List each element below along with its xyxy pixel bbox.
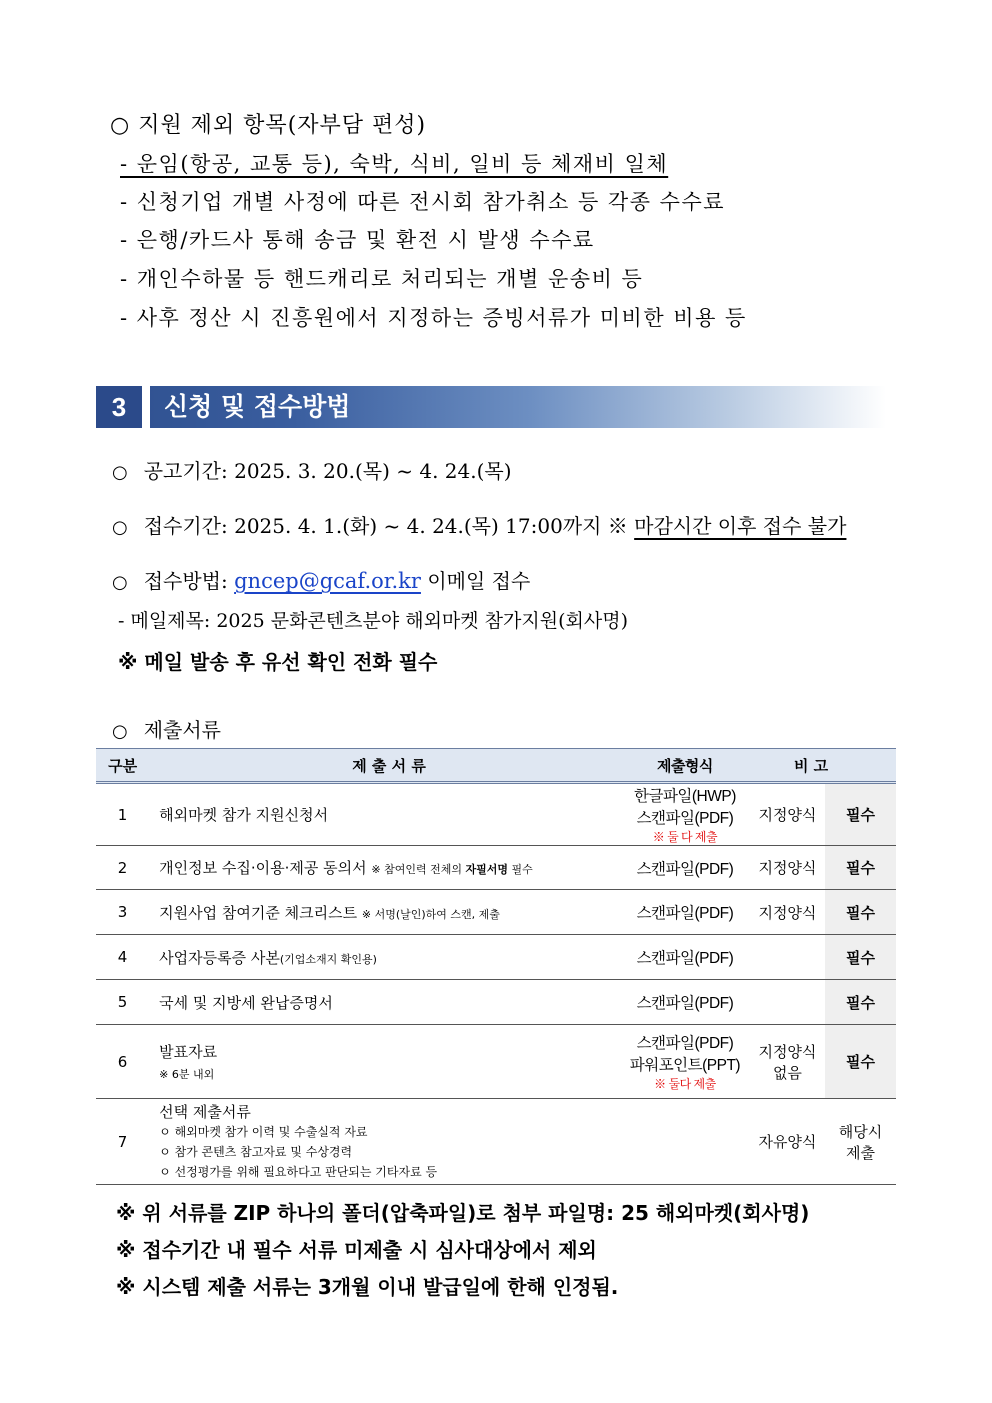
col-header-doc: 제 출 서 류 — [149, 749, 620, 783]
receipt-period — [112, 510, 846, 539]
doc-title: 지원사업 참여기준 체크리스트 — [159, 903, 358, 922]
doc-note: 필수 — [508, 863, 533, 876]
form-line: 파워포인트(PPT) — [629, 1057, 741, 1074]
doc-title: 개인정보 수집·이용·제공 동의서 — [159, 859, 367, 877]
footer-note: ※ 접수기간 내 필수 서류 미제출 시 심사대상에서 제외 — [116, 1238, 597, 1262]
row-form: 스캔파일(PDF) — [620, 846, 750, 890]
email-link[interactable]: gncep@gcaf.or.kr — [234, 569, 421, 593]
call-note: ※ 메일 발송 후 유선 확인 전화 필수 — [118, 650, 438, 674]
doc-note: ※ 참여인력 전체의 — [371, 863, 466, 876]
remark-line: 지정양식 — [758, 1042, 817, 1061]
doc-note-bold: 자필서명 — [465, 863, 508, 876]
row-remark — [750, 1025, 825, 1099]
row-no: 1 — [96, 783, 149, 846]
row-remark: 지정양식 — [750, 846, 825, 890]
method-label: 접수방법: — [143, 569, 228, 593]
table-header-row — [96, 749, 896, 783]
form-line: 스캔파일(PDF) — [636, 1035, 734, 1052]
row-no: 7 — [96, 1099, 149, 1185]
row-form: 스캔파일(PDF) — [620, 890, 750, 935]
row-form: 스캔파일(PDF) — [620, 935, 750, 980]
form-note: ※ 둘 다 제출 — [652, 830, 718, 844]
row-form — [620, 1099, 750, 1185]
col-header-no: 구분 — [96, 749, 149, 783]
table-row — [96, 935, 896, 980]
doc-note: ※ 6분 내외 — [159, 1068, 215, 1081]
sub-item: ㅇ 참가 콘텐츠 참고자료 및 수상경력 — [159, 1145, 353, 1159]
row-no: 3 — [96, 890, 149, 935]
row-required: 필수 — [825, 783, 896, 846]
exclusion-item: - 은행/카드사 통해 송금 및 환전 시 발생 수수료 — [120, 228, 595, 252]
row-doc — [149, 846, 620, 890]
docs-heading — [112, 714, 221, 743]
bullet: ○ — [112, 462, 128, 483]
doc-title: 선택 제출서류 — [159, 1103, 251, 1121]
form-note: ※ 둘다 제출 — [654, 1077, 716, 1091]
row-remark — [750, 980, 825, 1025]
col-header-form: 제출형식 — [620, 749, 750, 783]
req-line: 해당시 — [838, 1122, 883, 1141]
req-line: 제출 — [845, 1143, 875, 1162]
sub-item: ㅇ 선정평가를 위해 필요하다고 판단되는 기타자료 등 — [159, 1165, 438, 1179]
exclusion-item: - 신청기업 개별 사정에 따른 전시회 참가취소 등 각종 수수료 — [120, 190, 726, 214]
row-required: 필수 — [825, 1025, 896, 1099]
row-remark: 지정양식 — [750, 890, 825, 935]
bullet: ○ — [112, 572, 128, 593]
row-required: 필수 — [825, 935, 896, 980]
receipt-period-text: 접수기간: 2025. 4. 1.(화) ~ 4. 24.(목) 17:00까지 ※ — [143, 514, 628, 538]
table-row — [96, 980, 896, 1025]
row-no: 6 — [96, 1025, 149, 1099]
table-row — [96, 1099, 896, 1185]
row-remark: 자유양식 — [750, 1099, 825, 1185]
row-remark — [750, 935, 825, 980]
deadline-note: 마감시간 이후 접수 불가 — [634, 514, 847, 538]
doc-note: (기업소재지 확인용) — [279, 952, 377, 966]
row-form: 스캔파일(PDF) — [620, 980, 750, 1025]
row-no: 4 — [96, 935, 149, 980]
section-number: 3 — [96, 386, 142, 428]
bullet: ○ — [112, 721, 128, 742]
form-line: 한글파일(HWP) — [634, 788, 736, 805]
remark-line: 없음 — [772, 1063, 802, 1082]
receipt-method — [112, 565, 530, 594]
row-doc: 해외마켓 참가 지원신청서 — [149, 783, 620, 846]
exclusions-heading: ○ 지원 제외 항목(자부담 편성) — [110, 113, 427, 138]
form-line: 스캔파일(PDF) — [636, 810, 734, 827]
col-header-remark: 비 고 — [750, 749, 896, 783]
notice-period — [112, 455, 512, 484]
doc-title: 발표자료 — [159, 1043, 218, 1061]
footer-note: ※ 시스템 제출 서류는 3개월 이내 발급일에 한해 인정됨. — [116, 1275, 619, 1299]
row-required: 필수 — [825, 890, 896, 935]
row-remark: 지정양식 — [750, 783, 825, 846]
row-form — [620, 783, 750, 846]
section-title: 신청 및 접수방법 — [164, 392, 351, 421]
sub-item: ㅇ 해외마켓 참가 이력 및 수출실적 자료 — [159, 1125, 368, 1139]
section-header — [96, 386, 886, 428]
row-no: 5 — [96, 980, 149, 1025]
documents-table — [96, 748, 896, 1185]
table-row — [96, 783, 896, 846]
footer-note: ※ 위 서류를 ZIP 하나의 폴더(압축파일)로 첨부 파일명: 25 해외마켓(회사명) — [116, 1201, 810, 1225]
row-doc — [149, 890, 620, 935]
row-required — [825, 1099, 896, 1185]
row-required: 필수 — [825, 980, 896, 1025]
row-doc: 국세 및 지방세 완납증명서 — [149, 980, 620, 1025]
notice-period-text: 공고기간: 2025. 3. 20.(목) ~ 4. 24.(목) — [143, 459, 512, 483]
doc-note: ※ 서명(날인)하여 스캔, 제출 — [361, 907, 500, 921]
method-suffix: 이메일 접수 — [427, 569, 531, 593]
exclusion-item: - 개인수하물 등 핸드캐리로 처리되는 개별 운송비 등 — [120, 267, 644, 291]
mail-subject: - 메일제목: 2025 문화콘텐츠분야 해외마켓 참가지원(회사명) — [118, 610, 628, 632]
table-row — [96, 846, 896, 890]
row-no: 2 — [96, 846, 149, 890]
row-required: 필수 — [825, 846, 896, 890]
row-doc — [149, 1025, 620, 1099]
row-form — [620, 1025, 750, 1099]
docs-heading-text: 제출서류 — [143, 718, 221, 742]
bullet: ○ — [112, 517, 128, 538]
exclusion-item: - 운임(항공, 교통 등), 숙박, 식비, 일비 등 체재비 일체 — [120, 152, 669, 176]
table-row — [96, 1025, 896, 1099]
exclusion-item: - 사후 정산 시 진흥원에서 지정하는 증빙서류가 미비한 비용 등 — [120, 306, 747, 330]
table-row — [96, 890, 896, 935]
row-doc — [149, 935, 620, 980]
doc-title: 사업자등록증 사본 — [159, 948, 280, 967]
row-doc — [149, 1099, 620, 1185]
